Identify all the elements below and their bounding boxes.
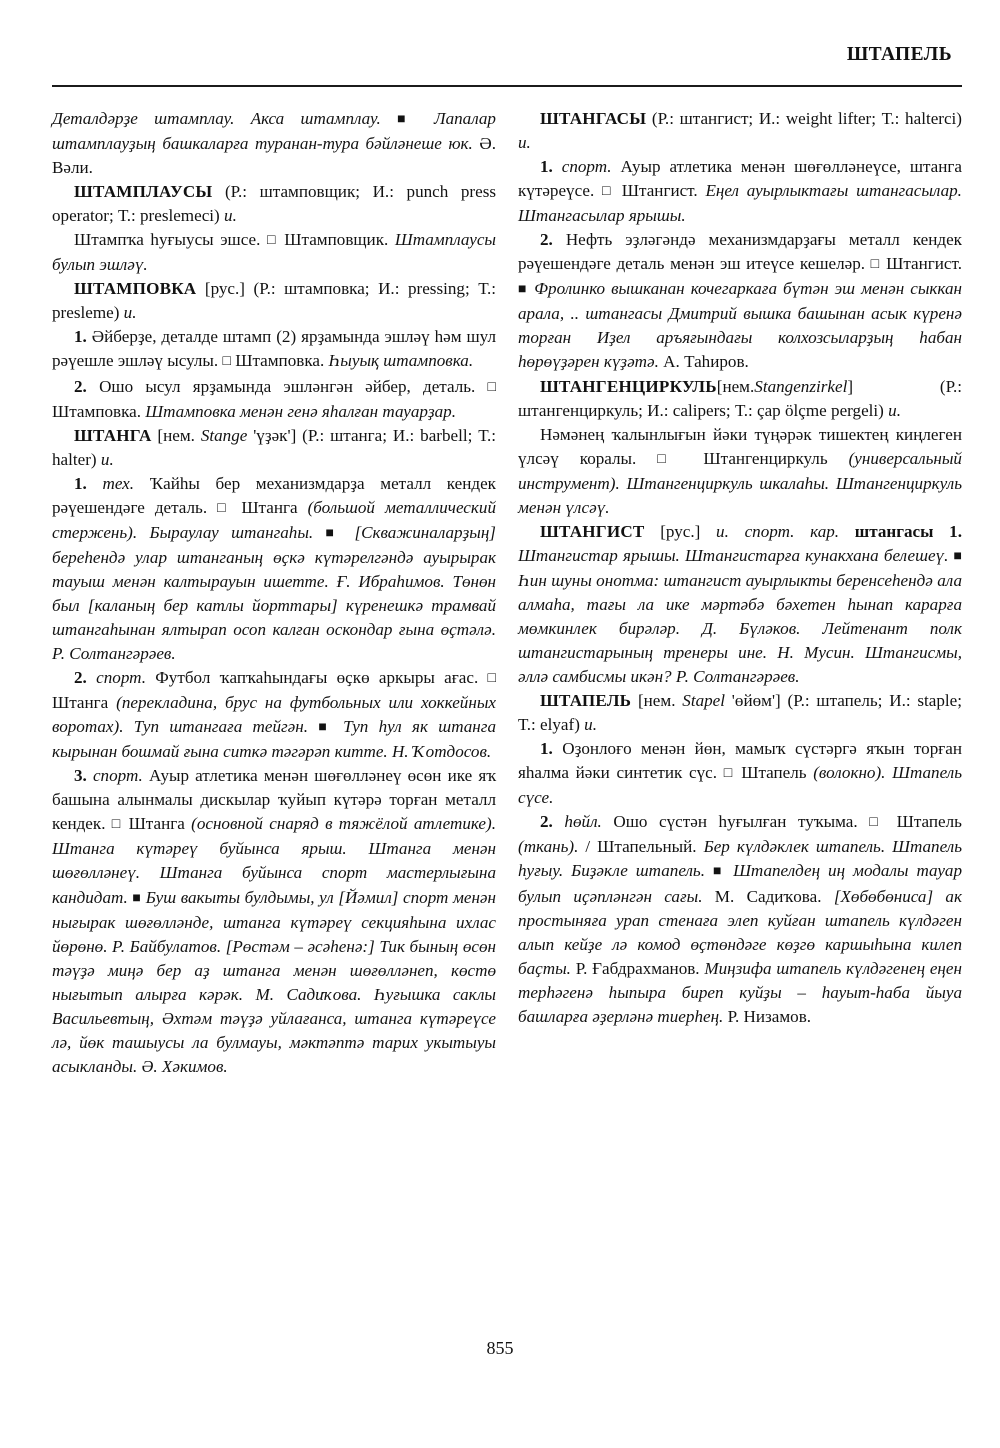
sense-shtapel-2 (518, 810, 962, 1028)
sense-russian: Штанга (перекладина, брус на футбольных или хоккейных воротах). (52, 693, 496, 737)
open-square-icon: □ (657, 451, 683, 467)
sense-number: 2. (74, 376, 87, 396)
sense-definition: Ауыр атлетика менән шөғөлләнеүсе, штанга күтәреүсе. (518, 157, 962, 201)
sense-examples: Штамповка менән генә яһалған тауарҙар. (145, 401, 456, 421)
sense-shtangasy-2 (518, 228, 962, 374)
sense-citations: Миңзифа штапель күлдәгенең еңен терһәгенә һыпыра биреп куйҙы – һауыт-һаба йыуа башларға әҙерләнә тиерһең. (518, 958, 962, 1026)
part-of-speech: и. (224, 206, 237, 226)
sense-russian: Штамповка. (52, 401, 141, 421)
sense-russian: Штапель (ткань). / Штапельный. (518, 812, 962, 857)
filled-square-icon: ■ (953, 548, 962, 564)
sense-russian: Штамповка. (235, 351, 325, 371)
sense-russian: Штанга (основной снаряд в тяжёлой атлетике). (128, 814, 496, 834)
part-of-speech: и. (123, 303, 137, 323)
etymology: [нем.Stangenzirkel] (716, 376, 854, 396)
translations: (Р.: штангист; И.: weight lifter; Т.: halterci) (651, 109, 962, 128)
running-head: ШТАПЕЛЬ (846, 44, 952, 65)
left-column (52, 107, 496, 1079)
sense-definition: Нефть эҙләгәндә механизмдарҙағы металл кендек рәүешендәге деталь менән эш итеүсе кешеләр. (518, 230, 962, 274)
open-square-icon: □ (723, 766, 735, 782)
sense-definition: Ҡайһы бер механизмдарҙа металл кендек рәүешендәге деталь. (52, 473, 496, 517)
sense-examples: Штангистар ярышы. Штангистарға кунакхана белешеү. (518, 545, 949, 565)
citation-author: Ә. Вәли. (52, 134, 496, 178)
sense-number: 2. (74, 668, 87, 688)
sense-label: спорт. (561, 157, 612, 177)
sense-examples: Быраулау штангаһы. (149, 522, 314, 542)
headword: ШТАПЕЛЬ (540, 691, 632, 711)
sense-russian: Штамповщик. (284, 230, 389, 250)
sense-shtanga-2 (52, 666, 496, 764)
russian-gloss: (универсальный инструмент). (518, 448, 962, 493)
entry-shtangentsirkul (518, 375, 962, 423)
part-of-speech: и. (100, 449, 114, 469)
sense-number: 3. (74, 766, 87, 786)
filled-square-icon: ■ (397, 112, 418, 127)
headword: ШТАНГЕНЦИРКУЛЬ (540, 376, 717, 396)
sense-label: тех. (102, 473, 135, 493)
sense-russian: Штангист. (886, 254, 962, 274)
sense-examples: Һыуық штамповка. (328, 351, 474, 371)
sense-shtangentsirkul-1 (518, 423, 962, 520)
sense-number: 1. (74, 473, 87, 493)
russian-gloss: (перекладина, брус на футбольных или хоккейных воротах). (52, 693, 496, 737)
sense-shtanga-1 (52, 472, 496, 666)
filled-square-icon: ■ (518, 282, 529, 298)
sense-examples: Штангенциркуль шкалаһы. Штангенциркуль менән үлсәү. (518, 473, 962, 517)
sense-definition: Нәмәнең ҡалынлығын йәки түңәрәк тишектең киңлеген үлсәү коралы. (518, 424, 962, 468)
open-square-icon: □ (487, 671, 496, 687)
headword: ШТАНГАСЫ (540, 109, 647, 128)
sense-label: спорт. (96, 668, 146, 688)
translations: (Р.: штангенциркуль; И.: calipers; Т.: çap ölçme pergeli) (518, 376, 962, 420)
sense-examples: Штанга күтәреү буйынса ярыш. Штанга менән шөғөлләнеү. Штанга буйынса спорт мастерлығына кандидат. (52, 839, 496, 907)
paragraph-continuation (52, 107, 496, 180)
sense-label: спорт. (92, 766, 143, 786)
sense-definition: Әйберҙе, деталде штамп (2) ярҙамында эшләү һәм шул рәүешле эшләү ысулы. (52, 327, 496, 371)
sense-shtapel-1 (518, 737, 962, 810)
open-square-icon: □ (111, 817, 123, 833)
sense-citations: Фролинко вышканан кочегаркаға бүтән эш менән сыккан арала, .. штангасы Дмитрий вышка башынан асык күренә торған Иҙел аръяғындағы колхозсыларҙың һабан һөрөүҙәрен күҙәтә. (518, 279, 962, 372)
citation-author: М. Садиҡова. (714, 886, 822, 906)
entry-shtampovka (52, 277, 496, 325)
part-of-speech: и. спорт. кар. (716, 521, 840, 541)
headword: ШТАМПОВКА (74, 279, 197, 299)
entry-shtamplausy (52, 180, 496, 228)
part-of-speech: и. (518, 133, 531, 153)
etymology-source-word: Stange (200, 425, 248, 445)
filled-square-icon: ■ (318, 720, 333, 736)
sense-examples: Туп штангаға тейгән. (133, 717, 309, 737)
etymology: [нем. Stapel 'өйөм'] (637, 691, 781, 711)
translations: (Р.: штамповка; И.: pressing; Т.: presleme) (52, 279, 496, 323)
sense-russian: Штангист. (621, 181, 698, 201)
sense-number: 1. (540, 157, 553, 177)
header-rule (52, 85, 962, 87)
translations: (Р.: штанга; И.: barbell; Т.: halter) (52, 425, 496, 469)
filled-square-icon: ■ (132, 890, 142, 906)
two-column-body (52, 107, 962, 1079)
open-square-icon: □ (869, 815, 886, 831)
sense-definition: Ошо сүстән һуғылған туҡыма. (613, 812, 858, 832)
entry-shtapel (518, 689, 962, 737)
russian-gloss: (основной снаряд в тяжёлой атлетике). (191, 814, 496, 834)
part-of-speech: и. (888, 400, 901, 420)
sense-russian: Штанга (большой металлический стержень). (52, 497, 496, 542)
translations: (Р.: штамповщик; И.: punch press operator; Т.: preslemeci) (52, 182, 497, 226)
sense-shtamplausy-1 (52, 228, 496, 277)
open-square-icon: □ (222, 354, 231, 370)
sense-examples: Еңел ауырлыктағы штангасылар. Штангасылар ярышы. (518, 181, 962, 226)
part-of-speech: и. (584, 715, 597, 735)
sense-number: 1. (540, 739, 553, 759)
sense-definition: Штампҡа һуғыусы эшсе. (74, 230, 261, 250)
headword: ШТАНГА (74, 425, 152, 445)
headword: ШТАНГИСТ (540, 521, 645, 541)
sense-citations: Буш вакыты булдымы, ул [Йәмил] спорт менән нығырак шөғөлләнде, штанга күтәреү секцияһына ихлас йөрөнө. Р. Байбулатов. [Рөстәм – әсәһенә:] Тик бының өсөн тәүҙә миңә бер аҙ штанга менән шөғөлләнеп, көстө нығытып алырға кәрәк. М. Садиҡова. Һуғышка саклы Васильевтың, Әхтәм тәүҙә уйлағанса, штанга күтәреүсе лә, йөк ташыусы ла булмауы, мәктәптә тарих укытыуы асыкланды. Ә. Хәкимов. (52, 887, 497, 1076)
citation-italic: Лапалар штамплауҙың башкаларға туранан-тура бәйләнеше юк. (52, 109, 496, 154)
page-number: 855 (486, 1338, 514, 1358)
sense-examples: Бер күлдәклек штапель. Штапель һуғыу. Биҙәкле штапель. (518, 837, 962, 881)
sense-definition: Футбол ҡапҡаһындағы өҫкө аркыры ағас. (155, 668, 479, 688)
open-square-icon: □ (217, 500, 232, 516)
sense-shtampovka-1 (52, 325, 496, 374)
sense-number: 1. (74, 327, 87, 347)
citation-author: А. Таһиров. (663, 352, 749, 372)
sense-shtanga-3 (52, 764, 496, 1079)
sense-examples: Штамплаусы булып эшләү. (52, 230, 496, 275)
sense-russian: Штапель (волокно). (741, 763, 886, 783)
entry-shtanga (52, 424, 496, 472)
sense-shtangasy-1 (518, 155, 962, 228)
russian-gloss: (ткань). (518, 837, 579, 857)
sense-citations: Штапелдең иң модалы тауар булып иҫәпләнгән сағы. (518, 861, 962, 906)
open-square-icon: □ (487, 379, 497, 395)
citation-author: Р. Низамов. (727, 1006, 812, 1026)
sense-citations: Һин шуны онотма: штангист ауырлыкты беренсеһендә ала алмаһа, тағы ла ике мәртәбә бәхетен һынап карарға мөмкинлек бирәләр. Д. Бүләков. Лейтенант полк штангистарының тренеры ине. Н. Мусин. Штангисмы, әллә самбисмы икән? Р. Солтангәрәев. (518, 570, 962, 687)
open-square-icon: □ (266, 233, 278, 249)
citation-author: Р. Ғабдрахманов. (575, 958, 700, 978)
headword: ШТАМПЛАУСЫ (74, 182, 213, 202)
sense-label: һөйл. (564, 812, 602, 832)
filled-square-icon: ■ (325, 525, 343, 541)
sense-russian: Штангенциркуль (универсальный инструмент). (518, 448, 962, 493)
etymology: [рус.] (204, 279, 245, 299)
translations: (Р.: штапель; И.: staple; Т.: elyaf) (518, 691, 963, 735)
sense-definition: Ауыр атлетика менән шөғөлләнеү өсөн ике яҡ башына алынмалы дискылар ҡуйып күтәрә торған металл кендек. (52, 766, 496, 834)
sense-definition: Оҙонлоғо менән йөн, мамыҡ сүстәргә яҡын торған яһалма йәки синтетик сүс. (518, 739, 962, 783)
etymology: [нем. Stange 'үҙәк'] (157, 425, 297, 445)
sense-definition: Ошо ысул ярҙамында эшләнгән әйбер, деталь. (99, 376, 476, 396)
sense-citations: Туп һул як штанга кырынан бошмай ғына ситкә тәгәрәп китте. Н. Ҡотдосов. (52, 717, 496, 762)
sense-citations: [Хөбөбөниса] ак простыняға урап стенаға элеп куйған штапель күлдәген алып кейҙе лә комод өҫтөндәге көҙгө каршыһына килеп баҫты. (518, 886, 962, 978)
cross-reference: штангасы 1. (854, 521, 962, 541)
right-column (518, 107, 962, 1079)
etymology-source-word: Stapel (682, 691, 726, 711)
sense-number: 2. (540, 812, 553, 832)
filled-square-icon: ■ (712, 864, 726, 880)
russian-gloss: (большой металлический стержень). (52, 497, 496, 542)
sense-number: 2. (540, 230, 553, 250)
etymology: [рус.] (660, 521, 701, 541)
russian-gloss: (волокно). (813, 763, 886, 783)
entry-shtangasy (518, 107, 962, 155)
sense-examples: Штапель сүсе. (518, 763, 962, 808)
etymology-source-word: Stangenzirkel (754, 376, 848, 396)
open-square-icon: □ (870, 257, 881, 273)
open-square-icon: □ (602, 184, 614, 200)
entry-shtangist (518, 520, 962, 689)
sense-shtampovka-2 (52, 375, 496, 424)
sense-citations: [Скважиналарҙың] береһендә улар штанганың өҫкә күтәрелгәндә ауырырак тауыш менән калтырауын ишетте. Ғ. Ибраһимов. Төнөн был [каланың бер катлы йорттары] күренешкә трамвай штангаһынан ялтырап осоп калған оскондар ғына өҫтәлә. Р. Солтангәрәев. (52, 522, 496, 664)
example-italic: Деталдәрҙе штамплау. Акса штамплау. (52, 109, 381, 128)
